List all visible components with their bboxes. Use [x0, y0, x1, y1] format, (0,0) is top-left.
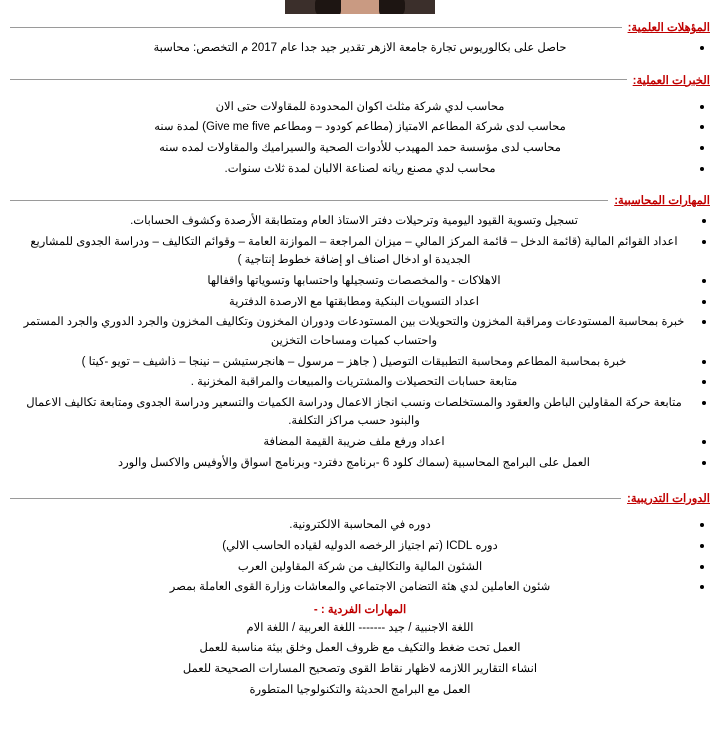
list-item-text: تسجيل وتسوية القيود اليومية وترحيلات دفتر الاستاذ العام ومتطابقة الأرصدة وكشوف الحسابات.: [130, 215, 578, 228]
list-item: [10, 292, 710, 313]
bullet-dot: [700, 565, 704, 569]
section-title: المهارات المحاسبية:: [614, 195, 710, 208]
section-accounting-skills: [10, 191, 710, 473]
photo-hair-right: [379, 0, 405, 14]
list-item-text: خبرة بمحاسبة المستودعات ومراقبة المخزون والتحويلات بين المستودعات ودوران المخزون وتكاليف المخزون والجرد الدوري والجرد المستمر واحتساب كميات ومساحات التخزين: [23, 316, 685, 347]
list-item: [10, 393, 710, 432]
bullet-dot: [702, 240, 706, 244]
list-item: [10, 352, 710, 373]
list-item-text: متابعة حركة المقاولين الباطن والعقود والمستخلصات ونسب انجاز الاعمال ودراسة الكميات والتسعير ودراسة الجدوى ومتابعة تكاليف الاعمال والبنود حسب مراكز التكلفة.: [26, 396, 682, 428]
list-item: [10, 138, 710, 159]
list-item-text: العمل تحت ضغط والتكيف مع ظروف العمل وخلق بيئة مناسبة للعمل: [199, 642, 521, 655]
bullet-dot: [702, 219, 706, 223]
personal-skills-title: المهارات الفردية : -: [313, 603, 407, 616]
section-training: [10, 489, 710, 598]
list-personal-skills: [10, 618, 710, 701]
bullet-dot: [700, 585, 704, 589]
bullet-dot: [702, 360, 706, 364]
bullet-dot: [702, 440, 706, 444]
portrait-photo: [285, 0, 435, 14]
list-training: [10, 515, 710, 598]
list-item-text: دوره في المحاسبة الالكترونية.: [289, 519, 431, 532]
section-title: المؤهلات العلمية:: [627, 22, 710, 34]
section-divider: [10, 27, 622, 28]
section-header-accounting-skills: [10, 191, 710, 209]
list-item-text: شئون العاملين لدي هئة التضامن الاجتماعي والمعاشات وزارة القوى العاملة بمصر: [169, 581, 551, 594]
list-item-text: محاسب لدي مصنع ريانه لصناعة الالبان لمدة ثلاث سنوات.: [224, 162, 496, 175]
section-title: الدورات التدريبية:: [627, 493, 710, 506]
section-academic: [10, 18, 710, 59]
photo-hair-left: [315, 0, 341, 14]
list-item-text: اعداد القوائم المالية (قائمة الدخل – قائمة المركز المالي – ميزان المراجعة – الموازنة العامة – وقوائم التكاليف – ودراسة الجدوى للمشاريع الجديدة او ادخال اصناف او إضافة خطوط إنتاجية ): [30, 235, 678, 267]
list-item: [10, 232, 710, 271]
section-divider: [10, 200, 608, 201]
list-item-text: اعداد ورفع ملف ضريبة القيمة المضافة: [263, 436, 445, 448]
bullet-dot: [700, 105, 704, 109]
section-header-academic: [10, 18, 710, 36]
section-experience: [10, 71, 710, 180]
list-item-text: اللغة الاجنبية / جيد ------- اللغة العربية / اللغة الام: [246, 621, 474, 634]
section-personal-skills: [10, 602, 710, 701]
bullet-dot: [702, 320, 706, 324]
list-item-text: محاسب لدي شركة مثلث اكوان المحدودة للمقاولات حتى الان: [215, 100, 505, 113]
list-item: [10, 117, 710, 138]
bullet-dot: [702, 279, 706, 283]
list-item: [10, 211, 710, 232]
list-item: [10, 557, 710, 578]
section-divider: [10, 79, 627, 80]
bullet-dot: [702, 380, 706, 384]
section-header-experience: [10, 71, 710, 89]
list-item-text: حاصل على بكالوريوس تجارة جامعة الازهر تقدير جيد جدا عام 2017 م التخصص: محاسبة: [153, 42, 567, 54]
list-item: [10, 618, 710, 639]
list-item: [10, 536, 710, 557]
list-item-text: انشاء التقارير اللازمه لاظهار نقاط القوى وتصحيح المسارات الصحيحة للعمل: [182, 663, 538, 675]
list-item: [10, 312, 710, 351]
list-item: [10, 680, 710, 701]
section-header-training: [10, 489, 710, 507]
list-item-text: خبرة بمحاسبة المطاعم ومحاسبة التطبيقات التوصيل ( جاهز – مرسول – هانجرستيشن – نينجا – ذاشيف – تويو -كيتا ): [81, 355, 627, 368]
section-divider: [10, 498, 621, 499]
list-item: [10, 38, 710, 59]
list-item-text: متابعة حسابات التحصيلات والمشتريات والمبيعات والمراقبة المخزنية .: [190, 376, 518, 389]
list-accounting-skills: [10, 211, 710, 473]
list-experience: [10, 97, 710, 180]
bullet-dot: [700, 523, 704, 527]
bullet-dot: [700, 125, 704, 129]
bullet-dot: [700, 167, 704, 171]
list-item: [10, 515, 710, 536]
bullet-dot: [702, 461, 706, 465]
list-item-text: الشئون المالية والتكاليف من شركة المقاولين العرب: [237, 560, 483, 573]
bullet-dot: [700, 46, 704, 50]
list-item: [10, 577, 710, 598]
list-item-text: محاسب لدى مؤسسة حمد المهيدب للأدوات الصحية والسيراميك والمقاولات لمده سنه: [159, 141, 561, 154]
list-item: [10, 659, 710, 680]
bullet-dot: [700, 146, 704, 150]
list-item: [10, 372, 710, 393]
list-item-text: اعداد التسويات البنكية ومطابقتها مع الارصدة الدفترية: [229, 295, 479, 308]
section-title: الخبرات العملية:: [632, 74, 710, 87]
list-item: [10, 638, 710, 659]
list-item-text: دوره ICDL (تم اجتياز الرخصه الدوليه لقياده الحاسب الالي): [222, 539, 498, 552]
list-item-text: العمل مع البرامج الحديثة والتكنولوجيا المتطورة: [249, 683, 471, 696]
list-item: [10, 271, 710, 292]
list-academic: [10, 38, 710, 59]
list-item-text: العمل على البرامج المحاسبية (سماك كلود 6 -برنامج دفترد- وبرنامج اسواق والأوفيس والاكسل والورد: [118, 456, 590, 469]
bullet-dot: [702, 300, 706, 304]
list-item-text: محاسب لدى شركة المطاعم الامتياز (مطاعم كودود – ومطاعم Give me five) لمدة سنه: [154, 121, 566, 134]
bullet-dot: [700, 544, 704, 548]
bullet-dot: [702, 401, 706, 405]
list-item: [10, 432, 710, 453]
list-item: [10, 159, 710, 180]
list-item: [10, 97, 710, 118]
list-item-text: الاهلاكات - والمخصصات وتسجيلها واحتسابها وتسوياتها واقفالها: [207, 275, 501, 287]
list-item: [10, 453, 710, 474]
